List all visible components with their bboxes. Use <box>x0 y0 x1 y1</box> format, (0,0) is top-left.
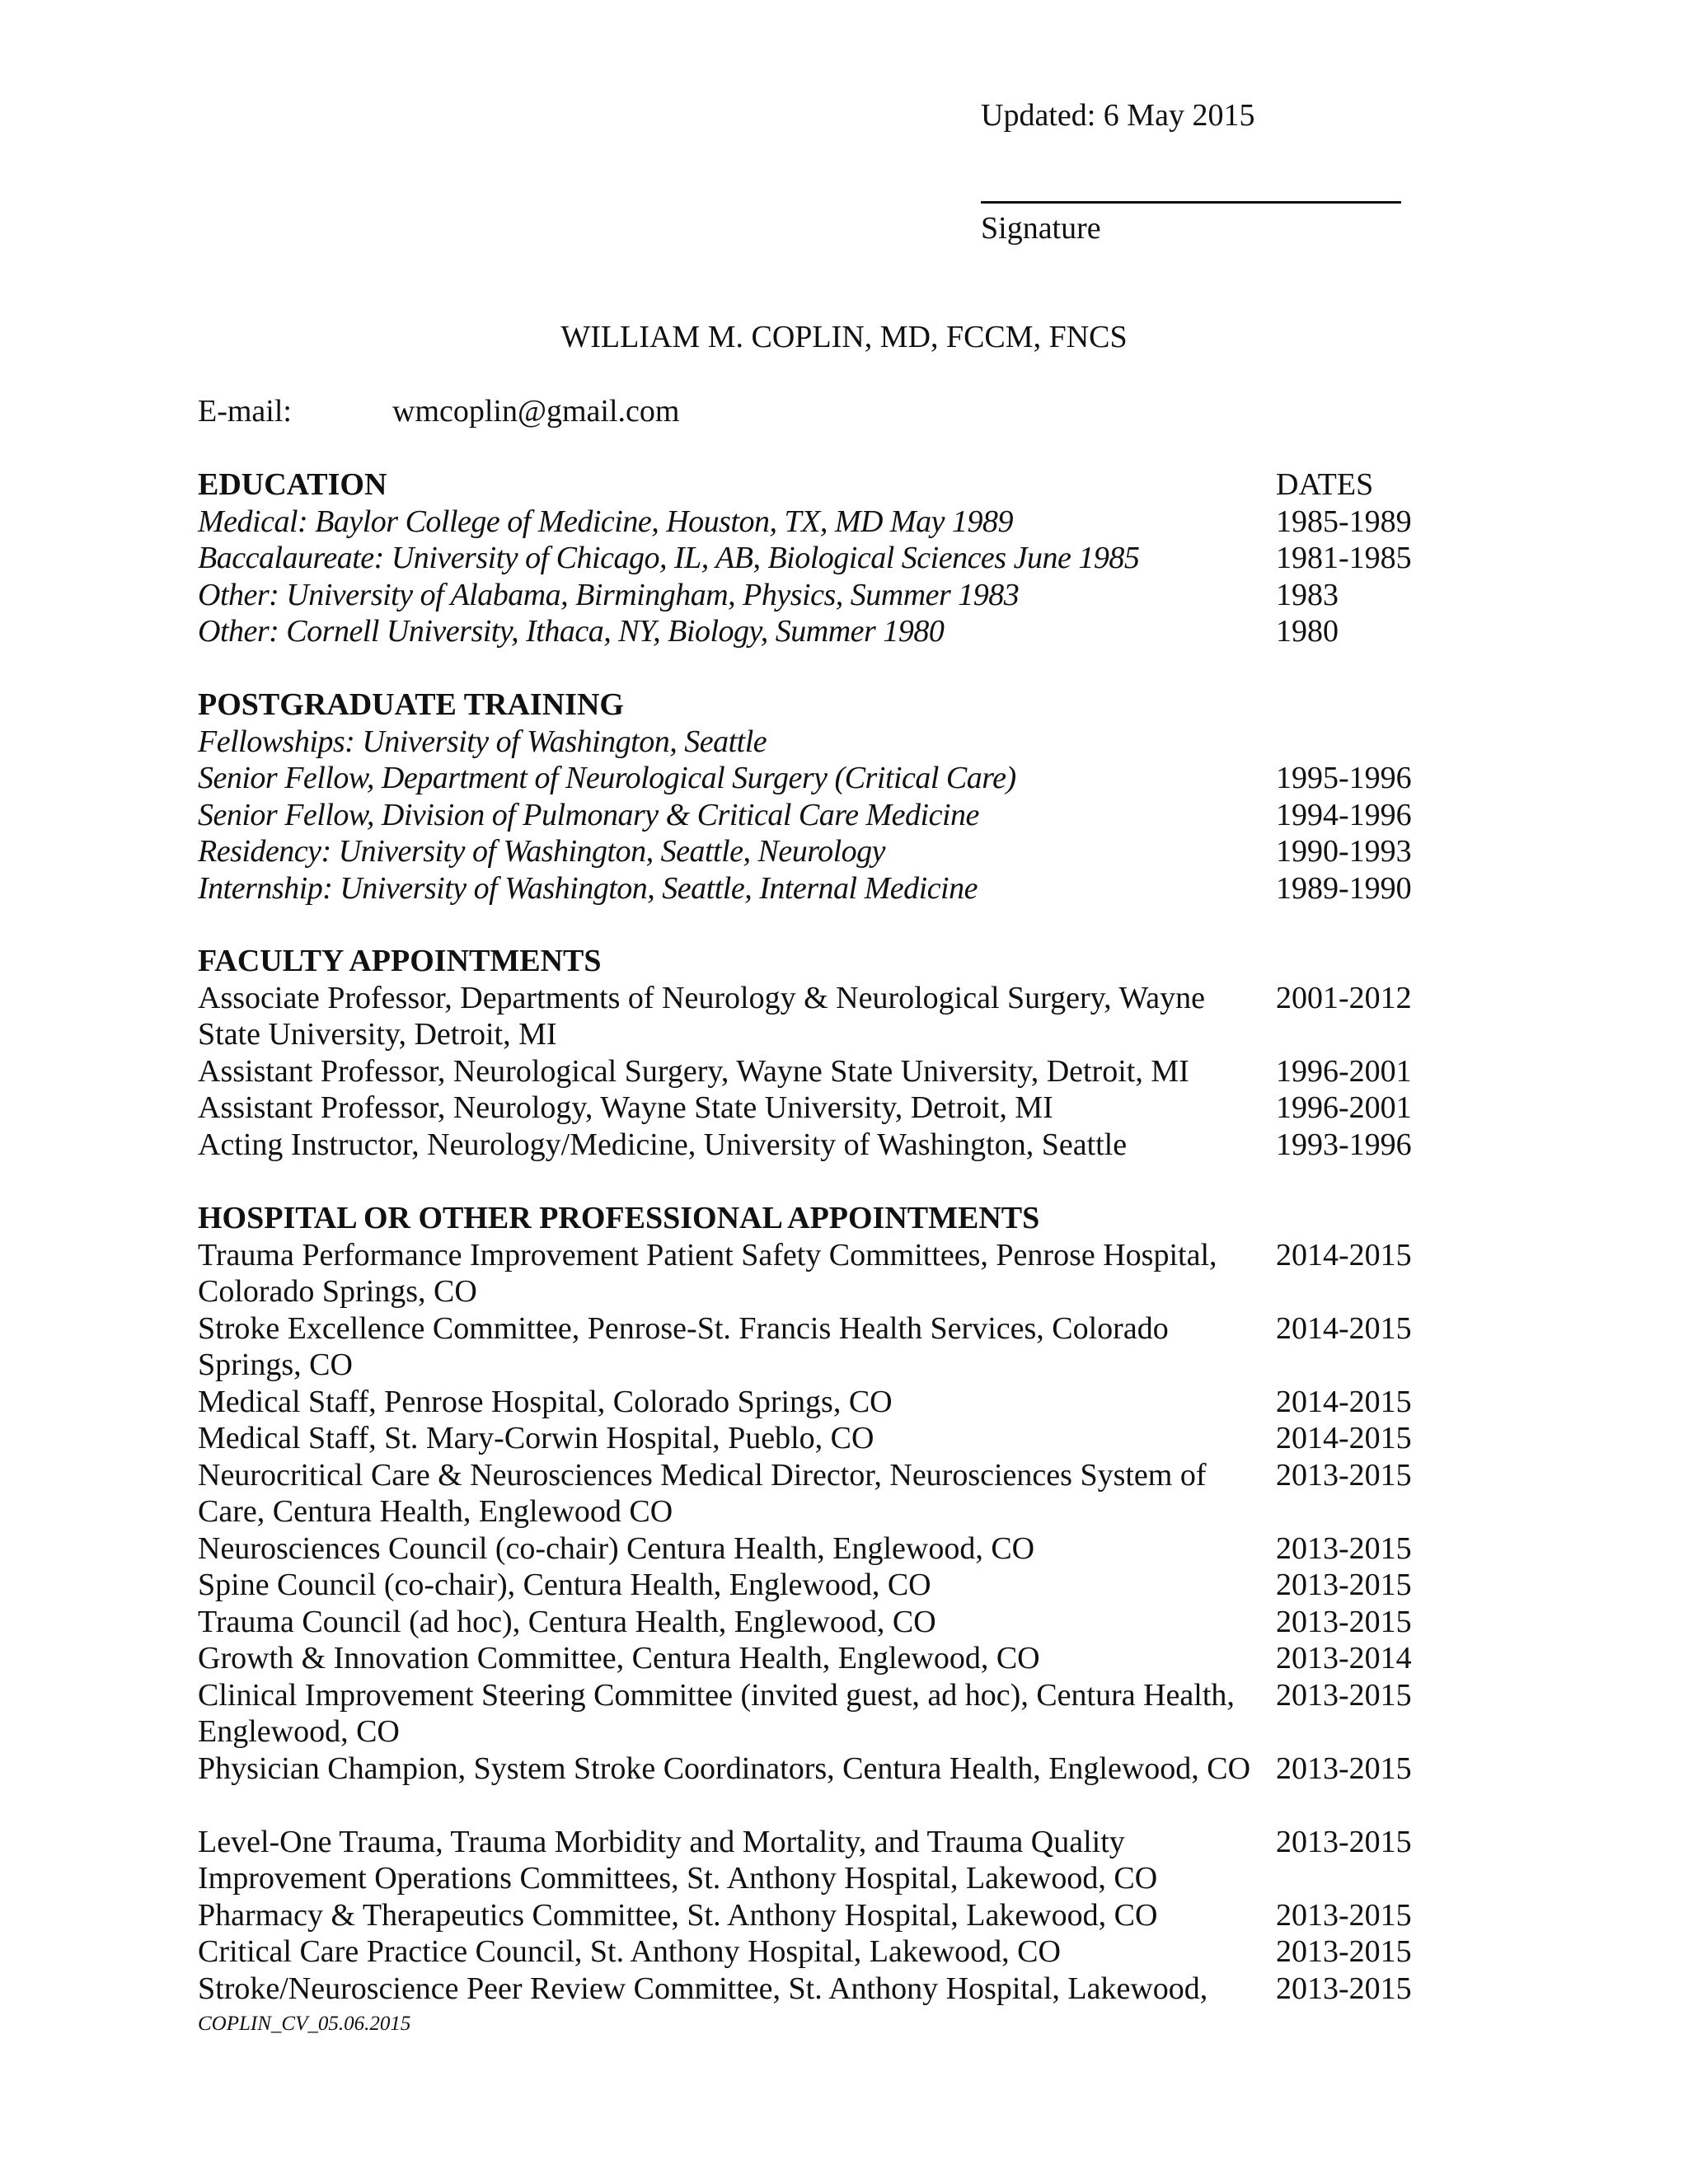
appointment-entry <box>198 1971 1418 2008</box>
entry-text: Medical Staff, St. Mary-Corwin Hospital, Pueblo, CO <box>198 1421 874 1455</box>
entry-text: Neurocritical Care & Neurosciences Medical Director, Neurosciences System of Care, Centura Health, Englewood CO <box>198 1457 1207 1529</box>
signature-label: Signature <box>981 211 1101 246</box>
appointment-entry <box>198 1750 1418 1824</box>
section-heading <box>198 687 1418 724</box>
entry-date: 2001-2012 <box>1276 980 1412 1015</box>
page-title: WILLIAM M. COPLIN, MD, FCCM, FNCS <box>560 320 1128 354</box>
section-title: POSTGRADUATE TRAINING <box>198 687 624 722</box>
entry-text: Other: University of Alabama, Birmingham, Physics, Summer 1983 <box>198 577 1020 612</box>
entry-text: Senior Fellow, Department of Neurological Surgery (Critical Care) <box>198 761 1016 795</box>
entry-date: 2013-2015 <box>1276 1530 1412 1566</box>
section-heading <box>198 943 1418 980</box>
section-title: HOSPITAL OR OTHER PROFESSIONAL APPOINTMENTS <box>198 1201 1040 1235</box>
faculty-section <box>198 943 1418 1163</box>
entry-text: Critical Care Practice Council, St. Anthony Hospital, Lakewood, CO <box>198 1934 1061 1969</box>
faculty-entry <box>198 1090 1418 1127</box>
education-entry <box>198 577 1418 614</box>
entry-date: 2013-2015 <box>1276 1604 1412 1639</box>
appointment-entry <box>198 1604 1418 1641</box>
faculty-entry <box>198 1127 1418 1164</box>
appointment-entry <box>198 1824 1418 1897</box>
appointment-entry <box>198 1677 1418 1750</box>
education-entry <box>198 504 1418 541</box>
entry-text: Other: Cornell University, Ithaca, NY, Biology, Summer 1980 <box>198 614 945 649</box>
section-title: FACULTY APPOINTMENTS <box>198 944 602 978</box>
entry-text: Assistant Professor, Neurological Surgery, Wayne State University, Detroit, MI <box>198 1053 1189 1089</box>
appointment-entry <box>198 1310 1418 1384</box>
training-entry <box>198 724 1418 761</box>
entry-date: 2013-2015 <box>1276 1934 1412 1969</box>
faculty-entry <box>198 980 1418 1053</box>
entry-text: Level-One Trauma, Trauma Morbidity and Mortality, and Trauma Quality Improvement Operations Committees, St. Anthony Hospital, Lakewood, CO <box>198 1824 1158 1896</box>
appointment-entry <box>198 1237 1418 1310</box>
entry-date: 1980 <box>1276 614 1339 649</box>
page-footer: COPLIN_CV_05.06.2015 <box>198 2013 411 2035</box>
education-entry <box>198 613 1418 650</box>
entry-date: 2013-2015 <box>1276 1897 1412 1933</box>
entry-date: 1981-1985 <box>1276 541 1412 575</box>
entry-text: Residency: University of Washington, Seattle, Neurology <box>198 834 886 869</box>
entry-date: 2013-2015 <box>1276 1824 1412 1859</box>
appointment-entry <box>198 1384 1418 1421</box>
entry-date: 1994-1996 <box>1276 797 1412 832</box>
entry-text: Acting Instructor, Neurology/Medicine, University of Washington, Seattle <box>198 1127 1128 1162</box>
education-section <box>198 466 1418 650</box>
postgraduate-section <box>198 687 1418 907</box>
training-entry <box>198 833 1418 870</box>
entry-text: Spine Council (co-chair), Centura Health, Englewood, CO <box>198 1568 931 1602</box>
entry-date: 1985-1989 <box>1276 504 1412 539</box>
entry-date: 2013-2015 <box>1276 1971 1412 2006</box>
entry-text: Baccalaureate: University of Chicago, IL, AB, Biological Sciences June 1985 <box>198 541 1140 575</box>
entry-date: 1996-2001 <box>1276 1090 1412 1125</box>
appointment-entry <box>198 1420 1418 1457</box>
entry-date: 1993-1996 <box>1276 1127 1412 1162</box>
entry-date: 2013-2014 <box>1276 1641 1412 1675</box>
hospital-section <box>198 1200 1418 2007</box>
appointment-entry <box>198 1640 1418 1677</box>
appointment-entry <box>198 1933 1418 1971</box>
entry-date: 2014-2015 <box>1276 1237 1412 1272</box>
entry-text: Medical Staff, Penrose Hospital, Colorado Springs, CO <box>198 1384 893 1419</box>
education-entry <box>198 540 1418 577</box>
entry-date: 1989-1990 <box>1276 870 1412 906</box>
entry-text: Stroke Excellence Committee, Penrose-St. Francis Health Services, Colorado Springs, CO <box>198 1310 1169 1382</box>
appointment-entry <box>198 1457 1418 1530</box>
training-entry <box>198 760 1418 797</box>
entry-text: Pharmacy & Therapeutics Committee, St. Anthony Hospital, Lakewood, CO <box>198 1897 1158 1933</box>
entry-text: Fellowships: University of Washington, Seattle <box>198 724 767 759</box>
dates-label: DATES <box>1276 467 1374 502</box>
section-heading <box>198 466 1418 504</box>
appointment-entry <box>198 1530 1418 1568</box>
entry-text: Neurosciences Council (co-chair) Centura Health, Englewood, CO <box>198 1530 1035 1566</box>
appointment-entry <box>198 1897 1418 1934</box>
entry-date: 2013-2015 <box>1276 1750 1412 1786</box>
entry-date: 1995-1996 <box>1276 761 1412 795</box>
entry-text: Assistant Professor, Neurology, Wayne State University, Detroit, MI <box>198 1090 1053 1125</box>
entry-text: Medical: Baylor College of Medicine, Houston, TX, MD May 1989 <box>198 504 1013 539</box>
entry-text: Internship: University of Washington, Seattle, Internal Medicine <box>198 870 978 906</box>
entry-date: 2013-2015 <box>1276 1677 1412 1713</box>
entry-date: 1983 <box>1276 577 1339 612</box>
updated-date: Updated: 6 May 2015 <box>981 98 1255 133</box>
signature-line <box>981 201 1401 204</box>
entry-text: Trauma Council (ad hoc), Centura Health, Englewood, CO <box>198 1604 936 1639</box>
entry-date: 2014-2015 <box>1276 1310 1412 1346</box>
entry-text: Growth & Innovation Committee, Centura Health, Englewood, CO <box>198 1641 1040 1675</box>
email-value: wmcoplin@gmail.com <box>392 394 680 429</box>
entry-date: 2013-2015 <box>1276 1457 1412 1493</box>
entry-text: Physician Champion, System Stroke Coordinators, Centura Health, Englewood, CO <box>198 1750 1251 1786</box>
training-entry <box>198 797 1418 834</box>
entry-date: 2013-2015 <box>1276 1568 1412 1602</box>
section-title: EDUCATION <box>198 467 387 502</box>
entry-text: Trauma Performance Improvement Patient Safety Committees, Penrose Hospital, Colorado Springs, CO <box>198 1237 1217 1309</box>
entry-text: Associate Professor, Departments of Neurology & Neurological Surgery, Wayne State University, Detroit, MI <box>198 980 1206 1052</box>
entry-text: Stroke/Neuroscience Peer Review Committee, St. Anthony Hospital, Lakewood, <box>198 1971 1208 2006</box>
entry-text: Senior Fellow, Division of Pulmonary & Critical Care Medicine <box>198 797 979 832</box>
entry-date: 1990-1993 <box>1276 834 1412 869</box>
section-heading <box>198 1200 1418 1237</box>
entry-date: 1996-2001 <box>1276 1053 1412 1089</box>
entry-date: 2014-2015 <box>1276 1421 1412 1455</box>
entry-date: 2014-2015 <box>1276 1384 1412 1419</box>
appointment-entry <box>198 1567 1418 1604</box>
training-entry <box>198 870 1418 907</box>
entry-text: Clinical Improvement Steering Committee (invited guest, ad hoc), Centura Health, Englewood, CO <box>198 1677 1235 1749</box>
faculty-entry <box>198 1053 1418 1090</box>
email-label: E-mail: <box>198 394 292 429</box>
